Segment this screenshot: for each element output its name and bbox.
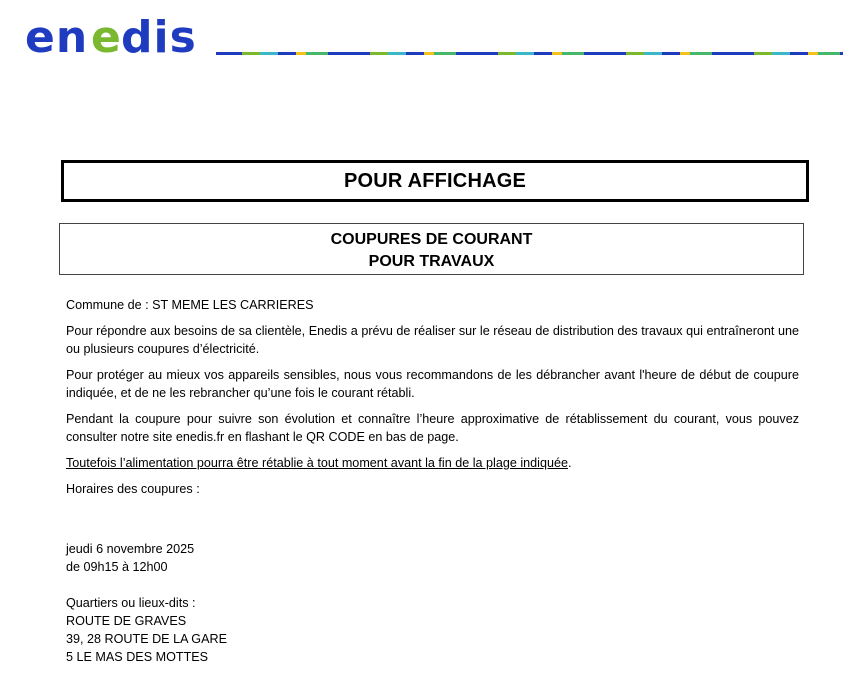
schedule: [66, 540, 799, 576]
schedule-time: de 09h15 à 12h00: [66, 560, 168, 574]
header-divider: [216, 52, 843, 55]
paragraph-2: Pour protéger au mieux vos appareils sensibles, nous vous recommandons de les débrancher avant l'heure de début de coupure indiquée, et de ne les rebrancher qu’une fois le courant rétabli.: [66, 368, 799, 400]
quartier-item: 39, 28 ROUTE DE LA GARE: [66, 632, 227, 646]
warning-text: Toutefois l’alimentation pourra être rétablie à tout moment avant la fin de la plage indiquée: [66, 456, 568, 470]
paragraph-3: Pendant la coupure pour suivre son évolution et connaître l’heure approximative de rétablissement du courant, vous pouvez consulter notre site enedis.fr en flashant le QR CODE en bas de page.: [66, 412, 799, 444]
svg-text:e: e: [91, 16, 121, 56]
paragraph-1: Pour répondre aux besoins de sa clientèle, Enedis a prévu de réaliser sur le réseau de distribution des travaux qui entraîneront une ou plusieurs coupures d’électricité.: [66, 324, 799, 356]
title-line-1: COUPURES DE COURANT: [330, 231, 533, 248]
warning: [66, 454, 799, 472]
svg-text:dis: dis: [121, 16, 197, 56]
quartiers-label: Quartiers ou lieux-dits :: [66, 596, 196, 610]
horaires-label: Horaires des coupures :: [66, 482, 200, 496]
quartiers: [66, 594, 799, 666]
schedule-date: jeudi 6 novembre 2025: [66, 542, 195, 556]
quartier-item: 5 LE MAS DES MOTTES: [66, 650, 209, 664]
display-banner: POUR AFFICHAGE: [61, 160, 809, 202]
svg-text:en: en: [25, 16, 89, 56]
warning-period: .: [567, 456, 572, 470]
notice-body: [66, 296, 799, 684]
quartier-item: ROUTE DE GRAVES: [66, 614, 187, 628]
enedis-logo: [25, 16, 211, 56]
commune: Commune de : ST MEME LES CARRIERES: [66, 298, 314, 312]
notice-title: [59, 223, 804, 275]
title-line-2: POUR TRAVAUX: [368, 253, 495, 270]
